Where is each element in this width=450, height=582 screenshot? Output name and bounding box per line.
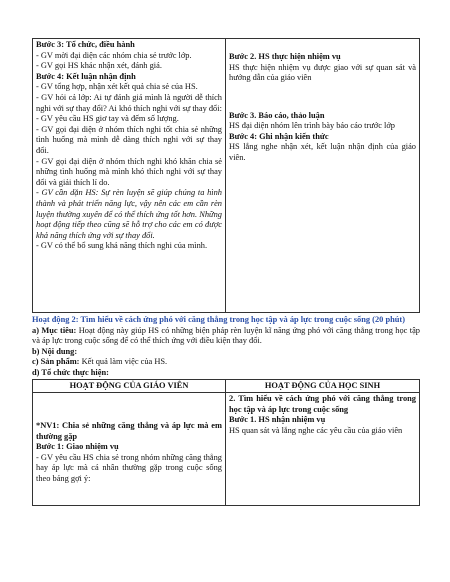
step-line: - GV gọi đại diện ở nhóm thích nghi khó khăn chia sẻ những tình huống mà mình khó thích nghi với sự thay đổi và giải thích lí do.: [36, 156, 222, 187]
step-heading: Bước 1. HS nhận nhiệm vụ: [229, 415, 326, 425]
step-line: - GV yêu cầu HS giơ tay và đếm số lượng.: [36, 114, 179, 124]
document-page: [32, 38, 420, 506]
activity-2-section: [32, 315, 420, 379]
step-heading: Bước 4: Kết luận nhận định: [36, 71, 136, 81]
teacher-column-header: HOẠT ĐỘNG CỦA GIÁO VIÊN: [33, 379, 226, 393]
step-line: - GV gọi đại diện ở nhóm thích nghi tốt chia sẻ những tình huống mà mình dễ dàng thích nghi với sự thay đổi.: [36, 124, 222, 155]
step-heading: Bước 3. Báo cáo, thảo luận: [229, 110, 325, 120]
step-line: - GV có thể bổ sung khả năng thích nghi của mình.: [36, 241, 208, 251]
goal-text: Hoạt động này giúp HS có những biện pháp rèn luyện kĩ năng ứng phó với căng thẳng trong học tập và áp lực trong cuộc sống để có thể thích ứng với điều kiện thay đổi.: [32, 325, 420, 346]
step-heading: 2. Tìm hiểu về cách ứng phó với căng thẳng trong học tập và áp lực trong cuộc sống: [229, 394, 416, 414]
teacher-task-cell: [33, 393, 226, 506]
step-line: - GV gọi HS khác nhận xét, đánh giá.: [36, 61, 162, 71]
step-line: HS lắng nghe nhận xét, kết luận nhận định của giáo viên.: [229, 142, 416, 162]
step-line: - GV yêu cầu HS chia sẻ trong nhóm những căng thẳng hay áp lực mà cá nhân thường gặp trong cuộc sống theo bảng gợi ý:: [36, 452, 222, 483]
student-task-cell: [226, 393, 420, 506]
step-line: HS thực hiện nhiệm vụ được giao với sự quan sát và hướng dẫn của giáo viên: [229, 62, 416, 83]
bottom-activity-table: [32, 379, 420, 507]
product-label: c) Sản phẩm:: [32, 357, 80, 367]
product-paragraph: [32, 357, 420, 368]
product-text: Kết quả làm việc của HS.: [81, 357, 168, 367]
step-line: HS đại diện nhóm lên trình bày báo cáo trước lớp: [229, 121, 395, 131]
student-steps: [229, 52, 416, 164]
teacher-steps: [36, 40, 222, 252]
goal-paragraph: [32, 326, 420, 347]
step-line: - GV mời đại diện các nhóm chia sẻ trước lớp.: [36, 50, 192, 60]
teacher-task-steps: [36, 403, 222, 485]
activity-2-title: Hoạt động 2: Tìm hiểu về cách ứng phó với căng thẳng trong học tập và áp lực trong cuộc sống (20 phút): [32, 315, 405, 324]
step-line: - GV cần dặn HS: Sự rèn luyện sẽ giúp chúng ta hình thành và phát triển năng lực, vậy nên các em cần rèn luyện thường xuyên để có thể thích ứng tốt hơn. Những hoạt động tiếp theo cũng sẽ hỗ trợ cho các em có được khả năng thích ứng với sự thay đổi.: [36, 188, 222, 240]
step-heading: *NV1: Chia sẻ những căng thẳng và áp lực mà em thường gặp: [36, 420, 222, 441]
student-column-header: HOẠT ĐỘNG CỦA HỌC SINH: [226, 379, 420, 393]
blank-line: [36, 403, 222, 413]
step-line: HS quan sát và lắng nghe các yêu cầu của giáo viên: [229, 425, 403, 435]
blank-line: [229, 92, 416, 102]
step-heading: Bước 2. HS thực hiện nhiệm vụ: [229, 52, 341, 61]
student-activity-cell: [226, 39, 420, 313]
step-heading: Bước 3: Tổ chức, điều hành: [36, 40, 135, 49]
goal-label: a) Mục tiêu:: [32, 325, 77, 335]
top-activity-table: [32, 38, 420, 313]
organization-label: d) Tổ chức thực hiện:: [32, 367, 109, 377]
step-heading: Bước 1: Giao nhiệm vụ: [36, 442, 119, 452]
content-label: b) Nội dung:: [32, 346, 78, 356]
teacher-activity-cell: [33, 39, 226, 313]
student-task-steps: [229, 394, 416, 436]
step-line: - GV hỏi cả lớp: Ai tự đánh giá mình là người dễ thích nghi với sự thay đổi? Ai khó thích nghi với sự thay đổi:: [36, 92, 222, 113]
step-heading: Bước 4: Ghi nhận kiến thức: [229, 131, 329, 141]
step-line: - GV tổng hợp, nhận xét kết quả chia sẻ của HS.: [36, 82, 198, 92]
